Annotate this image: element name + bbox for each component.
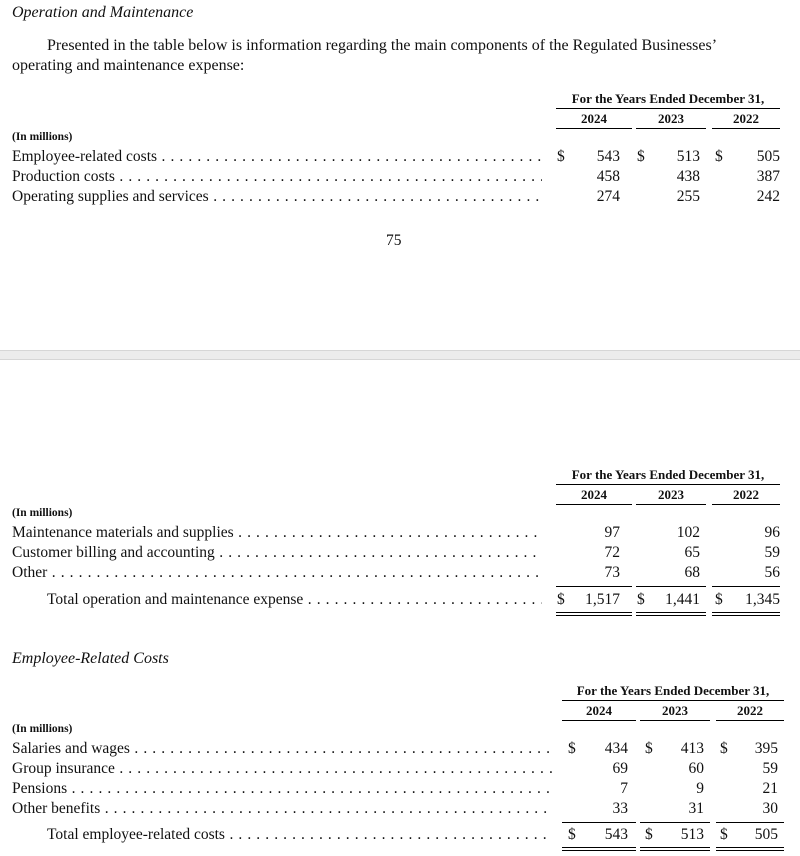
table3-cell: 31 [688,800,704,817]
table3-units-label: (In millions) [12,723,73,735]
table3-cell: 7 [620,780,628,797]
table2-total-double-rule-2022 [712,612,780,616]
table1-cell: 505 [756,148,780,165]
table3-cell: 21 [762,780,778,797]
table2-cell: 102 [676,524,700,541]
dollar-sign: $ [557,148,565,165]
table2-year-2022: 2022 [733,487,759,502]
table3-subtotal-rule-2024 [562,822,636,823]
table2-subtotal-rule-2022 [712,586,780,587]
table3-cell: 434 [604,740,628,757]
table3-total-double-rule-2024 [562,847,636,851]
table3-row-label: Salaries and wages . . . [12,740,552,758]
table3-col-rule-2024 [562,720,636,721]
page-break-divider [0,350,800,360]
table3-total-cell: 543 [604,826,628,843]
table3-row-label: Group insurance . . . [12,760,552,778]
table2-units-label: (In millions) [12,507,73,519]
table3-cell: 60 [688,760,704,777]
table2-period-header: For the Years Ended December 31, [571,467,765,482]
table2-cell: 65 [684,544,700,561]
dollar-sign: $ [715,591,723,608]
table3-row-label: Pensions . . . [12,780,552,798]
table3-col-rule-2022 [716,720,784,721]
table3-cell: 395 [754,740,778,757]
table1-cell: 438 [676,168,700,185]
table2-total-label: Total operation and maintenance expense . . . [47,591,542,609]
table3-cell: 30 [762,800,778,817]
table3-total-cell: 513 [680,826,704,843]
table1-cell: 458 [596,168,620,185]
table2-year-2024: 2024 [581,487,607,502]
table1-row-label: Operating supplies and services . . . [12,188,542,206]
table3-total-label: Total employee-related costs . . . [47,826,552,844]
intro-paragraph-line2: operating and maintenance expense: [12,57,245,74]
table3-year-2022: 2022 [737,703,763,718]
dollar-sign: $ [557,591,565,608]
table1-cell: 255 [676,188,700,205]
intro-paragraph-line1: Presented in the table below is information regarding the main components of the Regulated Businesses’ [47,37,718,54]
table1-units-label: (In millions) [12,131,73,143]
table3-cell: 9 [696,780,704,797]
table2-cell: 96 [764,524,780,541]
table2-col-rule-2024 [556,504,632,505]
table2-row-label: Other . . . [12,564,542,582]
table3-subtotal-rule-2023 [640,822,710,823]
table3-total-double-rule-2023 [640,847,710,851]
table2-row-label: Customer billing and accounting . . . [12,544,542,562]
table1-cell: 387 [756,168,780,185]
table2-cell: 73 [604,564,620,581]
table3-header-rule [562,700,784,701]
dollar-sign: $ [637,591,645,608]
table2-total-double-rule-2023 [636,612,706,616]
table1-col-rule-2023 [636,128,706,129]
table2-cell: 56 [764,564,780,581]
table2-cell: 97 [604,524,620,541]
table2-total-cell: 1,517 [585,591,620,608]
section-heading-employee-related-costs: Employee-Related Costs [12,650,169,667]
table3-cell: 69 [612,760,628,777]
table1-col-rule-2024 [556,128,632,129]
page-number: 75 [386,232,402,249]
dollar-sign: $ [720,826,728,843]
table2-year-2023: 2023 [658,487,684,502]
table3-subtotal-rule-2022 [716,822,784,823]
dollar-sign: $ [715,148,723,165]
table2-row-label: Maintenance materials and supplies . . . [12,524,542,542]
table1-cell: 513 [676,148,700,165]
table3-period-header: For the Years Ended December 31, [576,683,770,698]
table3-row-label: Other benefits . . . [12,800,552,818]
section-heading-operation-maintenance: Operation and Maintenance [12,4,194,21]
dollar-sign: $ [568,826,576,843]
table1-row-label: Employee-related costs . . . [12,148,542,166]
table3-cell: 413 [680,740,704,757]
table1-cell: 242 [756,188,780,205]
dollar-sign: $ [720,740,728,757]
table1-header-rule [556,108,780,109]
table3-year-2023: 2023 [662,703,688,718]
table3-year-2024: 2024 [586,703,612,718]
dollar-sign: $ [645,740,653,757]
table2-header-rule [556,484,780,485]
table2-cell: 72 [604,544,620,561]
table1-period-header: For the Years Ended December 31, [571,91,765,106]
dollar-sign: $ [645,826,653,843]
table2-total-double-rule-2024 [556,612,632,616]
table1-cell: 274 [596,188,620,205]
table3-col-rule-2023 [640,720,710,721]
table2-col-rule-2023 [636,504,706,505]
table1-row-label: Production costs . . . [12,168,542,186]
table3-cell: 33 [612,800,628,817]
table1-year-2022: 2022 [733,111,759,126]
table1-col-rule-2022 [712,128,780,129]
table2-total-cell: 1,441 [665,591,700,608]
table2-total-cell: 1,345 [745,591,780,608]
table1-year-2023: 2023 [658,111,684,126]
table2-subtotal-rule-2024 [556,586,632,587]
dollar-sign: $ [568,740,576,757]
table3-total-cell: 505 [754,826,778,843]
table2-cell: 59 [764,544,780,561]
table3-total-double-rule-2022 [716,847,784,851]
table2-subtotal-rule-2023 [636,586,706,587]
table2-col-rule-2022 [712,504,780,505]
table3-cell: 59 [762,760,778,777]
table2-cell: 68 [684,564,700,581]
table1-year-2024: 2024 [581,111,607,126]
dollar-sign: $ [637,148,645,165]
table1-cell: 543 [596,148,620,165]
